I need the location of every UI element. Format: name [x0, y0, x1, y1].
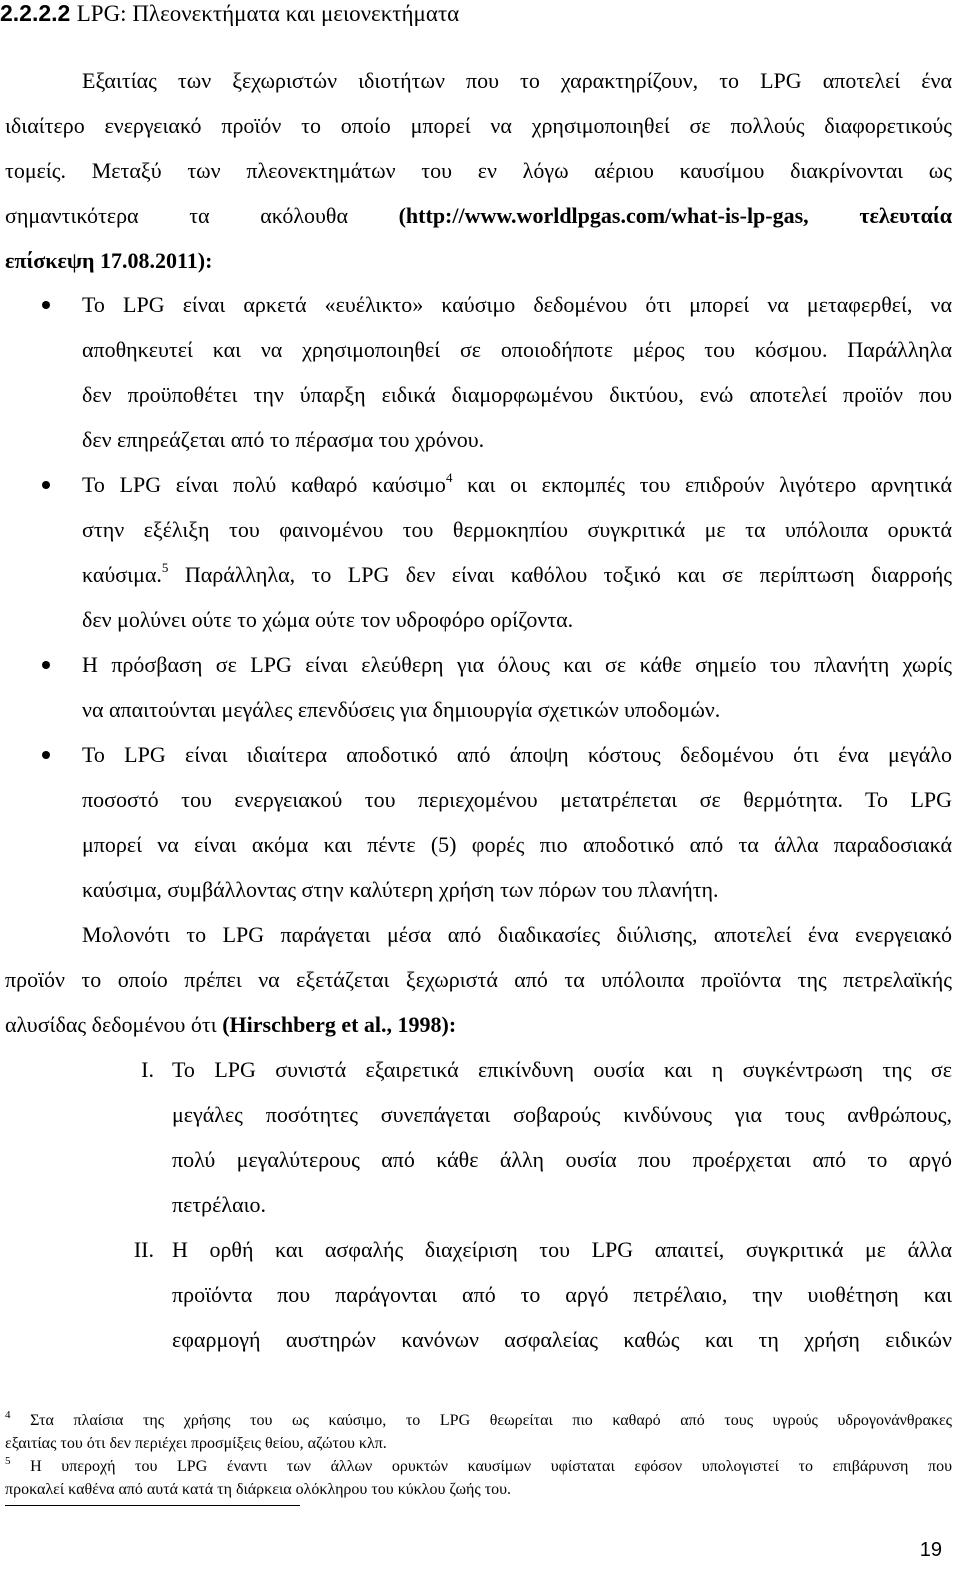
section-title: LPG: Πλεονεκτήματα και μειονεκτήματα — [76, 1, 460, 26]
bullet-dot-4 — [42, 751, 50, 759]
footnote-5-line-2: προκαλεί καθένα από αυτά κατά τη διάρκεια ολόκληρου του κύκλου ζωής του. — [5, 1481, 512, 1498]
bullet-1-line-4: δεν επηρεάζεται από το πέρασμα του χρόνου. — [82, 427, 485, 452]
footnote-4-text: Στα πλαίσια της χρήσης του ως καύσιμο, το LPG θεωρείται πιο καθαρό από τους υγρούς υδρογονάνθρακες — [10, 1412, 952, 1429]
bullet-4-line-2: ποσοστό του ενεργειακού του περιεχομένου μετατρέπεται σε θερμότητα. Το LPG — [82, 787, 952, 812]
footnote-separator — [5, 1505, 300, 1506]
bullet-2-line-3-a: καύσιμα. — [82, 562, 162, 587]
para2-line-1: Μολονότι το LPG παράγεται μέσα από διαδικασίες διύλισης, αποτελεί ένα ενεργειακό — [82, 922, 952, 947]
bullet-2-line-1-b: και οι εκπομπές του επιδρούν λιγότερο αρνητικά — [452, 472, 952, 497]
intro-line-5: επίσκεψη 17.08.2011): — [5, 248, 213, 273]
footnote-4-number: 4 — [5, 1409, 11, 1421]
bullet-dot-3 — [42, 661, 50, 669]
bullet-3-line-2: να απαιτούνται μεγάλες επενδύσεις για δημιουργία σχετικών υποδομών. — [82, 697, 721, 722]
bullet-2-line-1 — [82, 468, 952, 502]
intro-line-3: τομείς. Μεταξύ των πλεονεκτημάτων του εν λόγω αέριου καυσίμου διακρίνονται ως — [5, 158, 952, 183]
roman-ii-line-3: εφαρμογή αυστηρών κανόνων ασφαλείας καθώς και τη χρήση ειδικών — [172, 1327, 952, 1352]
source-link[interactable]: (http://www.worldlpgas.com/what-is-lp-gas, τελευταία — [398, 203, 952, 228]
footnote-4-line-2: εξαιτίας του ότι δεν περιέχει προσμίξεις θείου, αζώτου κλπ. — [5, 1435, 387, 1452]
bullet-4-line-4: καύσιμα, συμβάλλοντας στην καλύτερη χρήση των πόρων του πλανήτη. — [82, 877, 719, 902]
bullet-1-line-2: αποθηκευτεί και να χρησιμοποιηθεί σε οποιοδήποτε μέρος του κόσμου. Παράλληλα — [82, 337, 952, 362]
page-number: 19 — [919, 1539, 942, 1561]
bullet-1-line-3: δεν προϋποθέτει την ύπαρξη ειδικά διαμορφωμένου δικτύου, ενώ αποτελεί προϊόν που — [82, 382, 952, 407]
roman-marker-i: I. — [141, 1057, 154, 1082]
bullet-3-line-1: Η πρόσβαση σε LPG είναι ελεύθερη για όλους και σε κάθε σημείο του πλανήτη χωρίς — [82, 652, 952, 677]
bullet-dot-1 — [42, 301, 50, 309]
roman-i-line-3: πολύ μεγαλύτερους από κάθε άλλη ουσία που προέρχεται από το αργό — [172, 1147, 952, 1172]
roman-i-line-1: Το LPG συνιστά εξαιρετικά επικίνδυνη ουσία και η συγκέντρωση της σε — [172, 1057, 952, 1082]
bullet-2-line-2: στην εξέλιξη του φαινομένου του θερμοκηπίου συγκριτικά με τα υπόλοιπα ορυκτά — [82, 517, 952, 542]
para2-line-3 — [5, 1008, 952, 1042]
bullet-4-line-3: μπορεί να είναι ακόμα και πέντε (5) φορές πιο αποδοτικό από τα άλλα παραδοσιακά — [82, 832, 952, 857]
citation: (Hirschberg et al., 1998): — [222, 1012, 457, 1037]
bullet-2-line-3 — [82, 558, 952, 592]
roman-marker-ii: II. — [133, 1237, 154, 1262]
bullet-2-line-4: δεν μολύνει ούτε το χώμα ούτε τον υδροφόρο ορίζοντα. — [82, 607, 574, 632]
roman-ii-line-1: Η ορθή και ασφαλής διαχείριση του LPG απαιτεί, συγκριτικά με άλλα — [172, 1237, 952, 1262]
footnote-5-line-1 — [5, 1456, 952, 1478]
roman-i-line-4: πετρέλαιο. — [172, 1192, 267, 1217]
footnote-4-line-1 — [5, 1410, 952, 1432]
bullet-2-line-1-a: Το LPG είναι πολύ καθαρό καύσιμο — [82, 472, 446, 497]
footnote-ref-4[interactable]: 4 — [445, 470, 453, 485]
intro-line-2: ιδιαίτερο ενεργειακό προϊόν το οποίο μπορεί να χρησιμοποιηθεί σε πολλούς διαφορετικούς — [5, 113, 952, 138]
intro-line-4 — [5, 199, 952, 233]
section-number: 2.2.2.2 — [0, 0, 71, 26]
para2-line-3-text: αλυσίδας δεδομένου ότι — [5, 1012, 217, 1037]
bullet-4-line-1: Το LPG είναι ιδιαίτερα αποδοτικό από άποψη κόστους δεδομένου ότι ένα μεγάλο — [82, 742, 952, 767]
roman-ii-line-2: προϊόντα που παράγονται από το αργό πετρέλαιο, την υιοθέτηση και — [172, 1282, 952, 1307]
bullet-2-line-3-b: Παράλληλα, το LPG δεν είναι καθόλου τοξικό και σε περίπτωση διαρροής — [168, 562, 952, 587]
footnote-5-text: Η υπεροχή του LPG έναντι των άλλων ορυκτών καυσίμων υφίσταται εφόσον υπολογιστεί το επιβάρυνση που — [10, 1458, 952, 1475]
footnote-5-number: 5 — [5, 1455, 11, 1467]
bullet-dot-2 — [42, 481, 50, 489]
intro-line-4-text: σημαντικότερα τα ακόλουθα — [5, 203, 348, 228]
roman-i-line-2: μεγάλες ποσότητες συνεπάγεται σοβαρούς κινδύνους για τους ανθρώπους, — [172, 1102, 952, 1127]
footnote-ref-5[interactable]: 5 — [161, 560, 169, 575]
section-heading — [0, 0, 960, 26]
intro-line-1: Εξαιτίας των ξεχωριστών ιδιοτήτων που το χαρακτηρίζουν, το LPG αποτελεί ένα — [82, 68, 952, 93]
para2-line-2: προϊόν το οποίο πρέπει να εξετάζεται ξεχωριστά από τα υπόλοιπα προϊόντα της πετρελαϊκής — [5, 967, 952, 992]
bullet-1-line-1: Το LPG είναι αρκετά «ευέλικτο» καύσιμο δεδομένου ότι μπορεί να μεταφερθεί, να — [82, 292, 952, 317]
